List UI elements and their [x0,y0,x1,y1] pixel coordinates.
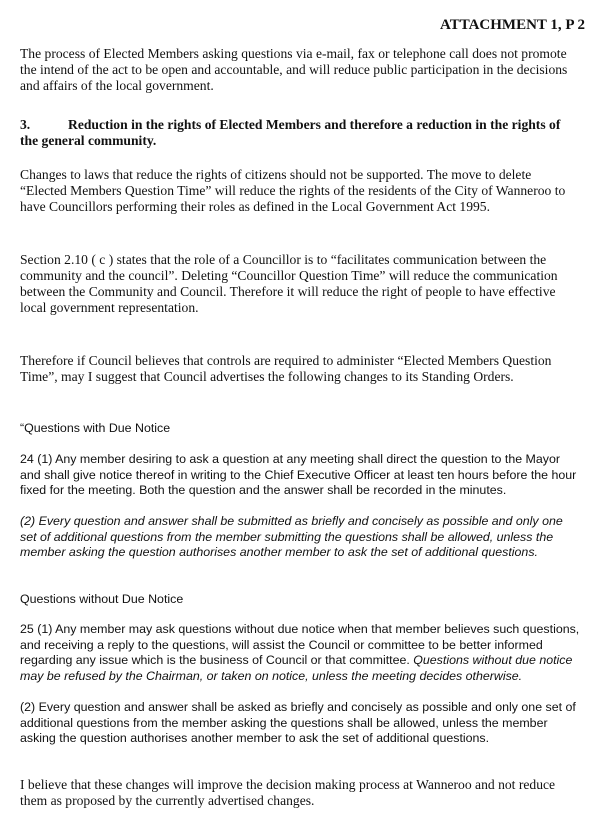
paragraph-section-2-10: Section 2.10 ( c ) states that the role of a Councillor is to “facilitates communication between the community and the council”. Deleting “Councillor Question Time” will reduce the communication between the Community and Council. Therefore it will reduce the right of people to have effective local government representation. [20,252,558,315]
clause-25-2: (2) Every question and answer shall be asked as briefly and concisely as possible and only one set of additional questions from the member asking the questions shall be allowed, unless the member asking the question authorises another member to ask the set of additional questions. [20,700,576,745]
paragraph-suggestion: Therefore if Council believes that controls are required to administer “Elected Members Question Time”, may I suggest that Council advertises the following changes to its Standing Orders. [20,353,552,384]
clause-25-1-text: 25 (1) Any member may ask questions without due notice when that member believes such questions, and receiving a reply to the questions, will assist the Council or committee to be better informed regarding any issue which is the business of Council or that committee. [20,622,580,667]
clause-24-1: 24 (1) Any member desiring to ask a question at any meeting shall direct the question to the Mayor and shall give notice thereof in writing to the Chief Executive Officer at least ten hours before the hour fixed for the meeting. Both the question and the answer shall be recorded in the minutes. [20,452,577,497]
clause-25-1-refusal: Questions without due notice may be refused by the Chairman, or taken on notice, unless the meeting decides otherwise. [20,653,573,683]
clause-25-1 [20,622,580,684]
paragraph-closing: I believe that these changes will improve the decision making process at Wanneroo and not reduce them as proposed by the currently advertised changes. [20,777,556,808]
heading-questions-with-notice: “Questions with Due Notice [20,421,171,435]
attachment-header: ATTACHMENT 1, P 2 [439,17,585,33]
section-title: Reduction in the rights of Elected Members and therefore a reduction in the rights of the general community. [20,117,561,148]
clause-24-2: (2) Every question and answer shall be submitted as briefly and concisely as possible and only one set of additional questions from the member submitting the questions shall be allowed, unless the member asking the question authorises another member to ask the set of additional questions. [20,514,563,559]
section-3-heading [20,117,580,149]
paragraph-process: The process of Elected Members asking questions via e-mail, fax or telephone call does not promote the intend of the act to be open and accountable, and will reduce public participation in the decisions and affairs of the local government. [20,46,568,93]
paragraph-rights: Changes to laws that reduce the rights of citizens should not be supported. The move to delete “Elected Members Question Time” will reduce the rights of the residents of the City of Wanneroo to have Councillors performing their roles as defined in the Local Government Act 1995. [20,167,566,214]
heading-questions-without-notice: Questions without Due Notice [20,592,184,606]
section-number: 3. [20,117,31,132]
